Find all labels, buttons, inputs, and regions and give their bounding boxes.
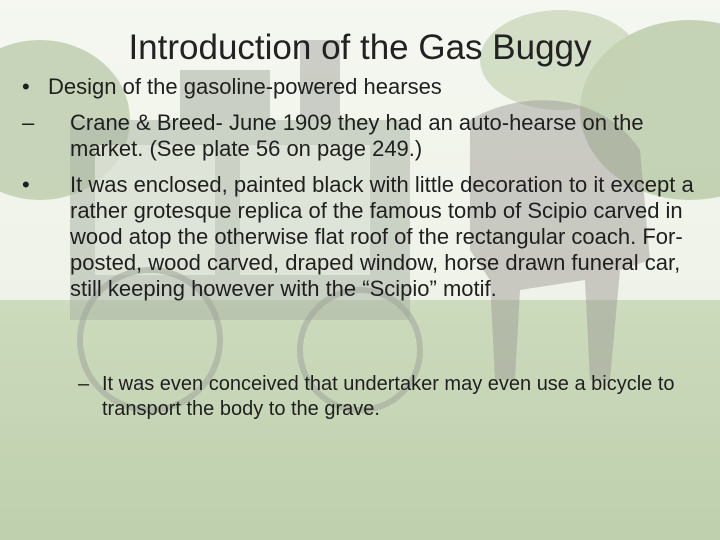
bullet-marker: • bbox=[22, 172, 30, 197]
sub-bullet-item bbox=[22, 110, 702, 162]
bullet-text: Design of the gasoline-powered hearses bbox=[48, 74, 442, 99]
dash-marker: – bbox=[78, 373, 90, 395]
bullet-item bbox=[22, 74, 702, 100]
sub-bullet-item bbox=[78, 372, 698, 422]
bullet-item bbox=[22, 172, 702, 302]
dash-marker: – bbox=[22, 110, 35, 135]
sub-bullet-text: Crane & Breed- June 1909 they had an auto-hearse on the market. (See plate 56 on page 249.) bbox=[70, 110, 644, 161]
bullet-marker: • bbox=[22, 74, 30, 99]
sub-bullet-text: It was even conceived that undertaker may even use a bicycle to transport the body to the grave. bbox=[102, 373, 675, 420]
bullet-text: It was enclosed, painted black with little decoration to it except a rather grotesque replica of the famous tomb of Scipio carved in wood atop the otherwise flat roof of the rectangular coach. For-posted, wood carved, draped window, horse drawn funeral car, still keeping however with the “Scipio” motif. bbox=[70, 172, 694, 301]
slide-title: Introduction of the Gas Buggy bbox=[128, 28, 592, 67]
